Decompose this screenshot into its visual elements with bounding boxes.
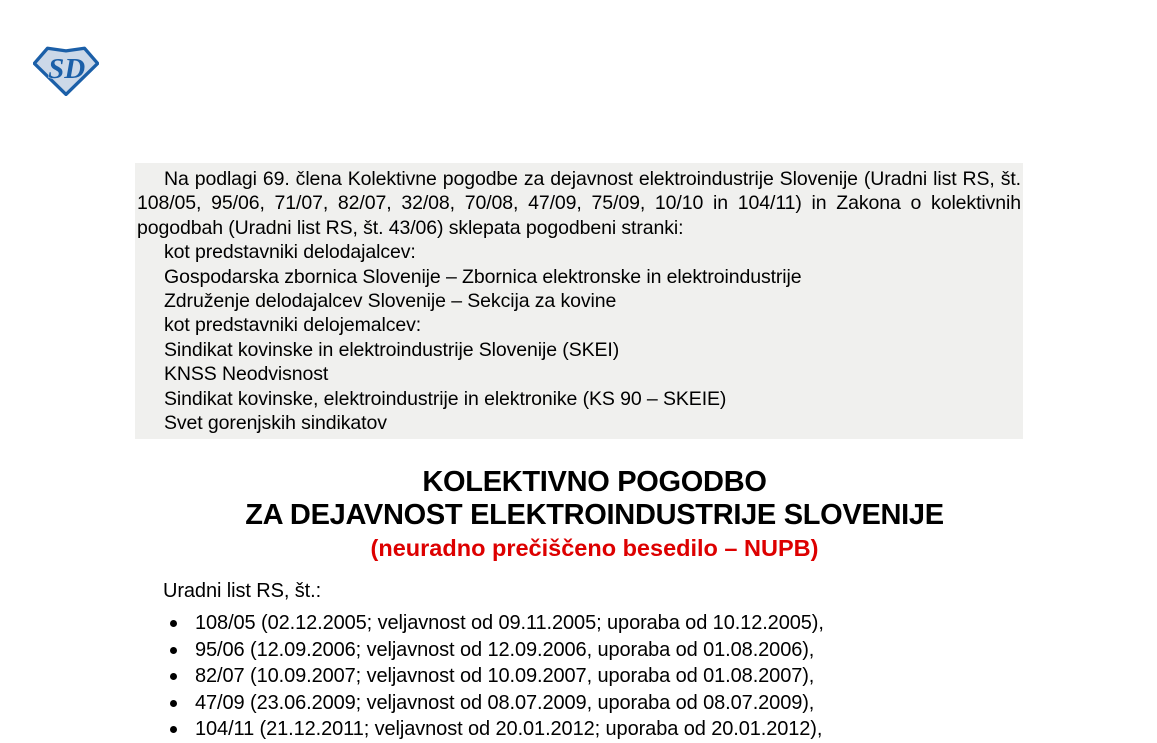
intro-paragraph: Na podlagi 69. člena Kolektivne pogodbe za dejavnost elektroindustrije Slovenije (Uradni list RS, št. 108/05, 95/06, 71/07, 82/07, 32/08, 70/08, 47/09, 75/09, 10/10 in 104/11) in Zakona o kolektivnih pogodbah (Uradni list RS, št. 43/06) sklepata pogodbeni stranki: [137, 168, 1021, 239]
parties-list [137, 240, 1021, 435]
list-item: 47/09 (23.06.2009; veljavnost od 08.07.2009, uporaba od 08.07.2009), [168, 690, 1157, 717]
gazette-section [0, 578, 1157, 743]
document-title [167, 466, 1022, 562]
list-item: Sindikat kovinske in elektroindustrije Slovenije (SKEI) [164, 338, 620, 361]
gazette-list [168, 610, 1157, 743]
list-item: kot predstavniki delojemalcev: [164, 314, 422, 337]
sd-logo [33, 46, 99, 96]
title-subtitle: (neuradno prečiščeno besedilo – NUPB) [370, 535, 819, 561]
gazette-heading: Uradni list RS, št.: [163, 580, 322, 602]
list-item: 104/11 (21.12.2011; veljavnost od 20.01.2012; uporaba od 20.01.2012), [168, 716, 1157, 743]
list-item: KNSS Neodvisnost [164, 363, 329, 386]
logo-letters: SD [48, 52, 86, 85]
list-item: 95/06 (12.09.2006; veljavnost od 12.09.2006, uporaba od 01.08.2006), [168, 637, 1157, 664]
list-item: Gospodarska zbornica Slovenije – Zbornica elektronske in elektroindustrije [164, 265, 802, 288]
title-line-2: ZA DEJAVNOST ELEKTROINDUSTRIJE SLOVENIJE [245, 499, 944, 531]
list-item: Združenje delodajalcev Slovenije – Sekcija za kovine [164, 290, 617, 313]
sd-diamond-icon [33, 46, 99, 96]
list-item: Sindikat kovinske, elektroindustrije in elektronike (KS 90 – SKEIE) [164, 387, 727, 410]
title-line-1: KOLEKTIVNO POGODBO [422, 466, 767, 498]
intro-block [135, 163, 1023, 439]
list-item: 108/05 (02.12.2005; veljavnost od 09.11.2005; uporaba od 10.12.2005), [168, 610, 1157, 637]
list-item: kot predstavniki delodajalcev: [164, 241, 416, 264]
list-item: 82/07 (10.09.2007; veljavnost od 10.09.2007, uporaba od 01.08.2007), [168, 663, 1157, 690]
list-item: Svet gorenjskih sindikatov [164, 412, 387, 435]
